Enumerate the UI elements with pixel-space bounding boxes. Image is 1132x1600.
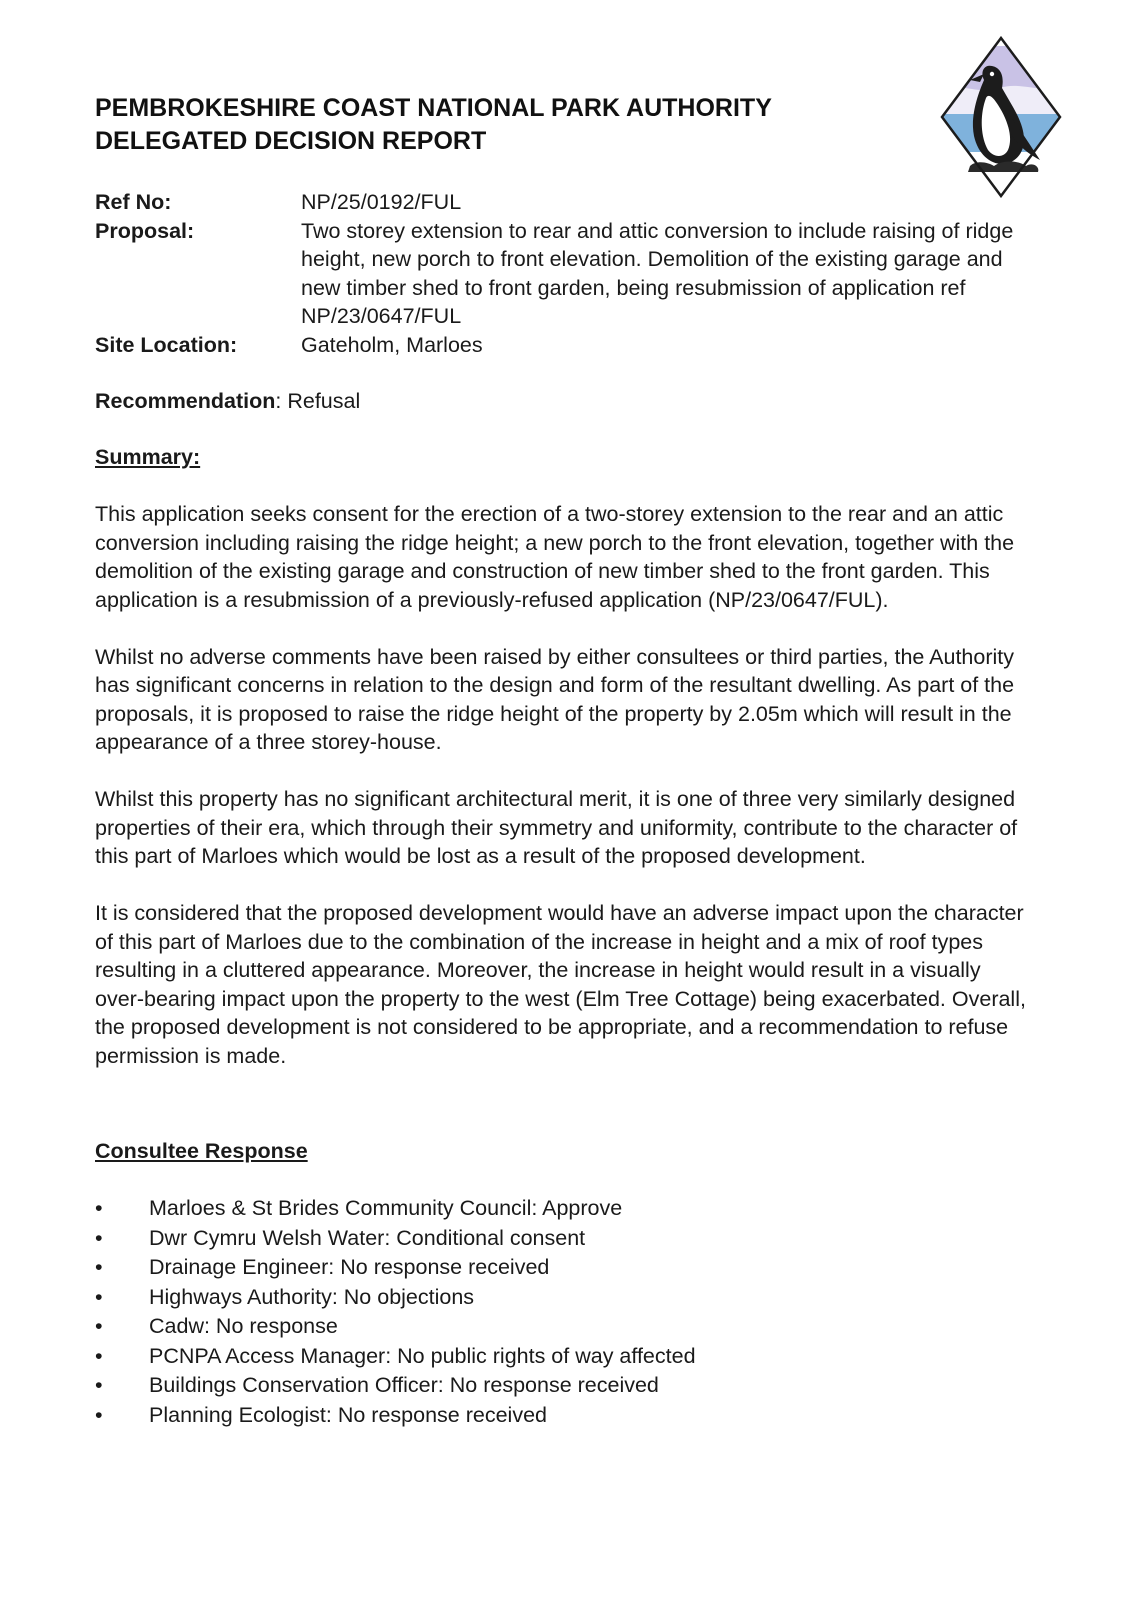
summary-body (95, 500, 1030, 1099)
bullet-icon: • (95, 1284, 103, 1309)
list-item (95, 1342, 995, 1372)
consultee-heading: Consultee Response (95, 1139, 308, 1163)
site-row (95, 331, 1025, 360)
summary-paragraph: Whilst no adverse comments have been raised by either consultees or third parties, the Authority has significant concerns in relation to the design and form of the resultant dwelling. As part of the proposals, it is proposed to raise the ridge height of the property by 2.05m which will result in the appearance of a three storey-house. (95, 644, 1015, 754)
proposal-row (95, 217, 1025, 331)
summary-paragraph: Whilst this property has no significant architectural merit, it is one of three very similarly designed properties of their era, which through their symmetry and uniformity, contribute to the character of this part of Marloes which would be lost as a result of the proposed development. (95, 787, 1018, 868)
bullet-icon: • (95, 1402, 103, 1427)
report-title (95, 92, 895, 158)
consultee-text: Planning Ecologist: No response received (149, 1402, 547, 1427)
consultee-text: Marloes & St Brides Community Council: Approve (149, 1196, 623, 1220)
summary-paragraph: This application seeks consent for the erection of a two-storey extension to the rear and an attic conversion including raising the ridge height; a new porch to the front elevation, together with the demolition of the existing garage and construction of new timber shed to the front garden. This application is a resubmission of a previously-refused application (NP/23/0647/FUL). (95, 502, 1015, 612)
list-item (95, 1194, 995, 1224)
list-item (95, 1401, 995, 1431)
consultee-text: Cadw: No response (149, 1314, 338, 1338)
ref-label: Ref No: (95, 190, 172, 214)
bullet-icon: • (95, 1343, 103, 1368)
bullet-icon: • (95, 1225, 103, 1250)
title-line-1: PEMBROKESHIRE COAST NATIONAL PARK AUTHORITY (95, 94, 772, 122)
bullet-icon: • (95, 1255, 103, 1279)
bullet-icon: • (95, 1373, 103, 1397)
consultee-list (95, 1194, 995, 1430)
summary-heading: Summary: (95, 445, 201, 469)
title-line-2: DELEGATED DECISION REPORT (95, 127, 487, 155)
list-item (95, 1283, 995, 1313)
list-item (95, 1371, 995, 1401)
consultee-text: PCNPA Access Manager: No public rights of way affected (149, 1343, 696, 1368)
recommendation (95, 387, 360, 416)
proposal-value: Two storey extension to rear and attic conversion to include raising of ridge height, new porch to front elevation. Demolition of the existing garage and new timber shed to front garden, being resubmission of application ref NP/23/0647/FUL (301, 218, 1014, 328)
bullet-icon: • (95, 1314, 103, 1338)
ref-value: NP/25/0192/FUL (301, 190, 462, 214)
puffin-logo-icon (940, 36, 1062, 198)
bullet-icon: • (95, 1196, 103, 1220)
consultee-text: Buildings Conservation Officer: No response received (149, 1373, 659, 1397)
consultee-text: Highways Authority: No objections (149, 1284, 475, 1309)
list-item (95, 1253, 995, 1283)
summary-paragraph: It is considered that the proposed development would have an adverse impact upon the character of this part of Marloes due to the combination of the increase in height and a mix of roof types resulting in a cluttered appearance. Moreover, the increase in height would result in a visually over-bearing impact upon the property to the west (Elm Tree Cottage) being exacerbated. Overall, the proposed development is not considered to be appropriate, and a recommendation to refuse permission is made. (95, 901, 1026, 1068)
recommendation-value: : Refusal (275, 389, 361, 413)
consultee-text: Dwr Cymru Welsh Water: Conditional consent (149, 1225, 586, 1250)
site-label: Site Location: (95, 332, 238, 357)
application-details (95, 188, 1025, 359)
proposal-label: Proposal: (95, 218, 195, 243)
list-item (95, 1224, 995, 1254)
site-value: Gateholm, Marloes (301, 332, 483, 357)
ref-row (95, 188, 1025, 217)
consultee-text: Drainage Engineer: No response received (149, 1255, 550, 1279)
recommendation-label: Recommendation (95, 389, 276, 413)
list-item (95, 1312, 995, 1342)
